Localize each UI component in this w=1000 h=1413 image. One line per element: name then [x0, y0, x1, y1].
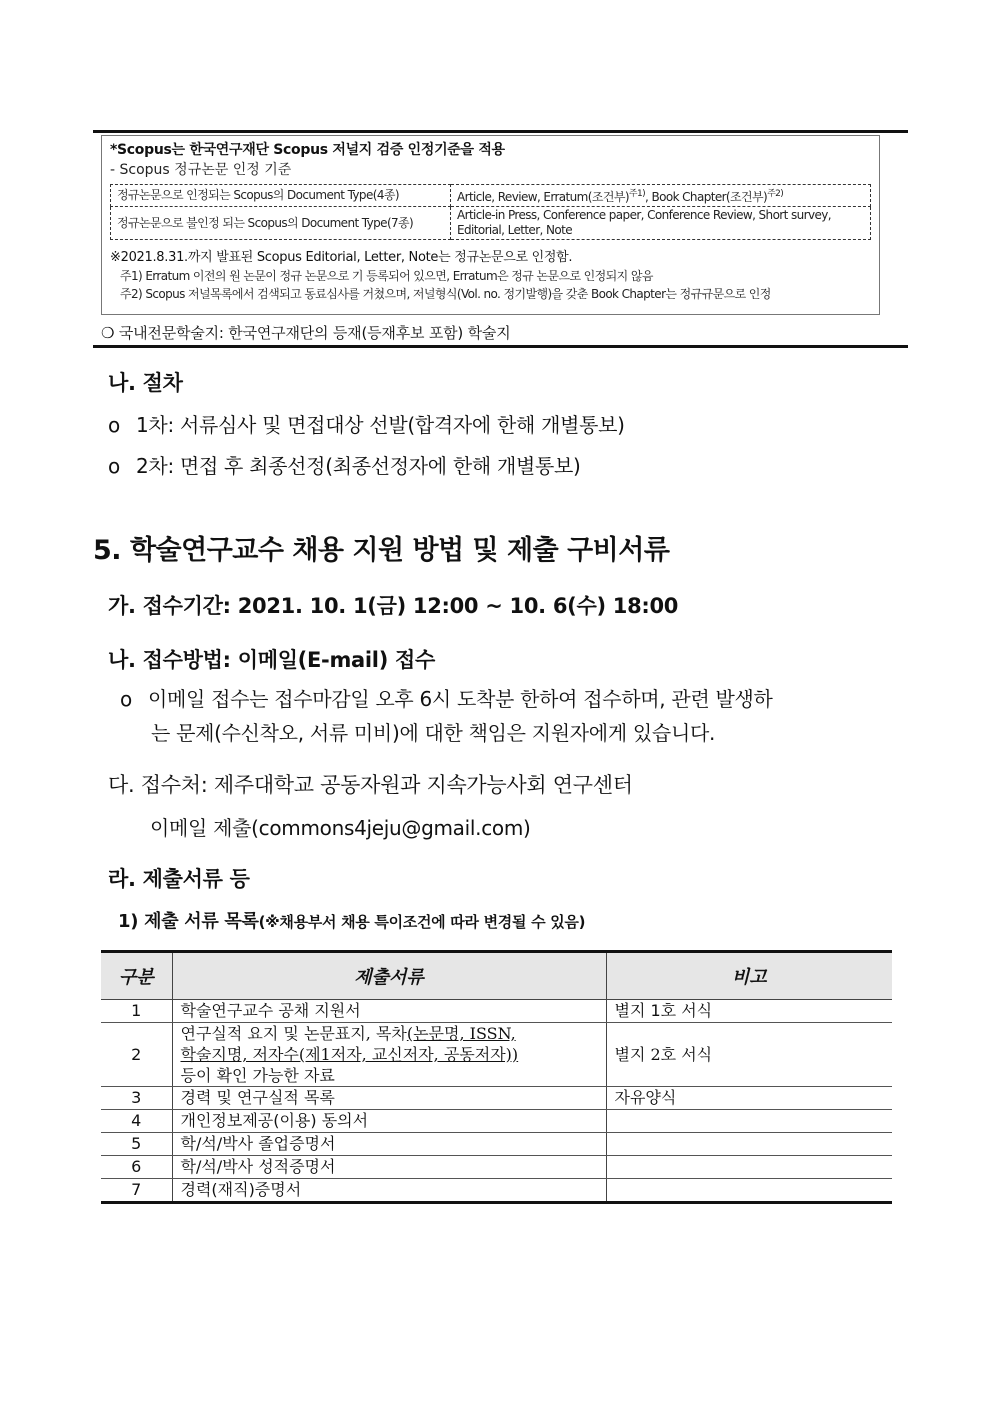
row-remark: 자유양식: [606, 1087, 892, 1110]
procedure-item-text: 1차: 서류심사 및 면접대상 선발(합격자에 한해 개별통보): [136, 413, 625, 437]
small-circle-bullet-icon: ο: [108, 413, 120, 437]
footnote-1: 주1) Erratum 이전의 원 논문이 정규 논문으로 기 등록되어 있으면, Erratum은 정규 논문으로 인정되지 않음: [120, 269, 653, 283]
document-type-value-text: Article, Review, Erratum(조건부): [457, 189, 629, 204]
small-circle-bullet-icon: ο: [120, 687, 132, 711]
documents-list-title-text: 1) 제출 서류 목록: [118, 911, 259, 932]
documents-heading: 라. 제출서류 등: [108, 867, 250, 891]
procedure-heading: 나. 절차: [108, 371, 183, 395]
document-type-table: [110, 184, 871, 240]
procedure-item-1: [108, 410, 625, 440]
row-remark: [606, 1110, 892, 1133]
documents-table: [101, 950, 892, 1204]
table-row: [101, 1133, 892, 1156]
application-method-text: 이메일 접수는 접수마감일 오후 6시 도착분 한하여 접수하며, 관련 발생하: [148, 687, 773, 711]
scopus-criteria-box: [101, 135, 880, 315]
row-remark: 별지 2호 서식: [606, 1023, 892, 1087]
row-document-underlined: (논문명, ISSN,: [406, 1024, 516, 1043]
documents-list-note: (※채용부서 채용 특이조건에 따라 변경될 수 있음): [258, 913, 586, 931]
documents-list-title: [118, 907, 585, 937]
table-header-row: [101, 952, 892, 1000]
small-circle-bullet-icon: ο: [108, 454, 120, 478]
domestic-journal-line: [101, 322, 511, 344]
header-documents: 제출서류: [172, 952, 606, 1000]
row-number: 5: [101, 1133, 172, 1156]
section-5-heading: 5. 학술연구교수 채용 지원 방법 및 제출 구비서류: [93, 535, 670, 566]
row-remark: [606, 1133, 892, 1156]
document-type-label: 정규논문으로 인정되는 Scopus의 Document Type(4종): [111, 185, 451, 207]
scopus-note: ※2021.8.31.까지 발표된 Scopus Editorial, Letter, Note는 정규논문으로 인정함.: [110, 250, 573, 265]
row-document: [172, 1023, 606, 1087]
scopus-criteria-subtitle: - Scopus 정규논문 인정 기준: [110, 162, 292, 178]
domestic-journal-text: 국내전문학술지: 한국연구재단의 등재(등재후보 포함) 학술지: [118, 324, 511, 342]
procedure-item-text: 2차: 면접 후 최종선정(최종선정자에 한해 개별통보): [136, 454, 581, 478]
row-document: 경력(재직)증명서: [172, 1179, 606, 1203]
row-number: 1: [101, 1000, 172, 1023]
table-row: [101, 1000, 892, 1023]
circle-bullet-icon: ❍: [101, 324, 115, 342]
application-period: 가. 접수기간: 2021. 10. 1(금) 12:00 ~ 10. 6(수) 18:00: [108, 594, 679, 618]
footnote-2: 주2) Scopus 저널목록에서 검색되고 동료심사를 거쳤으며, 저널형식(Vol. no. 정기발행)을 갖춘 Book Chapter는 정규규문으로 인정: [120, 287, 771, 301]
scopus-criteria-title: *Scopus는 한국연구재단 Scopus 저널지 검증 인정기준을 적용: [110, 142, 505, 158]
top-rule: [93, 130, 908, 133]
table-row: [101, 1156, 892, 1179]
footnote-ref-1: 주1): [628, 188, 646, 199]
row-document-text: 연구실적 요지 및 논문표지, 목차: [180, 1024, 407, 1043]
table-row: [101, 1179, 892, 1203]
table-row: [101, 1087, 892, 1110]
submission-place: 다. 접수처: 제주대학교 공동자원과 지속가능사회 연구센터: [108, 773, 633, 797]
table-row: [101, 1023, 892, 1087]
document-type-label: 정규논문으로 불인정 되는 Scopus의 Document Type(7종): [111, 207, 451, 240]
footnote-ref-2: 주2): [767, 188, 784, 199]
row-document: 개인정보제공(이용) 동의서: [172, 1110, 606, 1133]
row-document-text: 등이 확인 가능한 자료: [180, 1066, 335, 1085]
table-row: [101, 1110, 892, 1133]
row-number: 7: [101, 1179, 172, 1203]
row-remark: [606, 1156, 892, 1179]
row-document: 경력 및 연구실적 목록: [172, 1087, 606, 1110]
document-type-value: [451, 185, 871, 207]
procedure-item-2: [108, 451, 581, 481]
header-category: 구분: [101, 952, 172, 1000]
row-number: 3: [101, 1087, 172, 1110]
row-remark: 별지 1호 서식: [606, 1000, 892, 1023]
bottom-rule: [93, 345, 908, 348]
row-remark: [606, 1179, 892, 1203]
application-method-heading: 나. 접수방법: 이메일(E-mail) 접수: [108, 648, 435, 672]
row-number: 6: [101, 1156, 172, 1179]
row-document: 학/석/박사 성적증명서: [172, 1156, 606, 1179]
application-method-line-2: 는 문제(수신착오, 서류 미비)에 대한 책임은 지원자에게 있습니다.: [151, 721, 716, 745]
header-remarks: 비고: [606, 952, 892, 1000]
document-type-row-rejected: [111, 207, 871, 240]
row-document: 학술연구교수 공채 지원서: [172, 1000, 606, 1023]
row-document: 학/석/박사 졸업증명서: [172, 1133, 606, 1156]
submission-email: 이메일 제출(commons4jeju@gmail.com): [150, 816, 531, 840]
document-type-value-text: , Book Chapter(조건부): [645, 189, 768, 204]
row-document-underlined: 학술지명, 저자수(제1저자, 교신저자, 공동저자)): [180, 1045, 519, 1064]
row-number: 4: [101, 1110, 172, 1133]
application-method-line-1: [120, 684, 773, 714]
row-number: 2: [101, 1023, 172, 1087]
document-type-value: Article-in Press, Conference paper, Conference Review, Short survey, Editorial, Letter, Note: [451, 207, 871, 240]
document-type-row-accepted: [111, 185, 871, 207]
